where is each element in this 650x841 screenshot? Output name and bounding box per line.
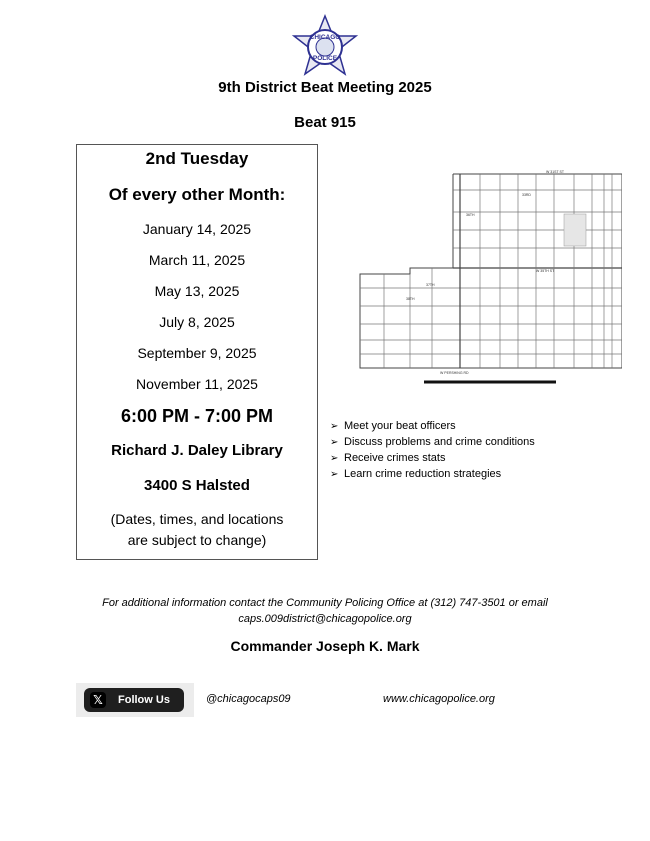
beat-number: Beat 915 <box>294 114 356 131</box>
schedule-heading-day: 2nd Tuesday <box>145 149 249 168</box>
follow-us-label: Follow Us <box>118 694 170 706</box>
meeting-purposes-list <box>330 418 630 482</box>
social-handle[interactable]: @chicagocaps09 <box>206 693 291 705</box>
schedule-disclaimer-line2: are subject to change) <box>127 532 267 548</box>
badge-bottom-text: POLICE <box>312 55 338 62</box>
commander-name: Commander Joseph K. Mark <box>230 638 420 654</box>
svg-text:38TH: 38TH <box>406 297 415 301</box>
list-item-text: Learn crime reduction strategies <box>344 468 502 480</box>
beat-boundary-map-icon <box>340 168 622 392</box>
meeting-time: 6:00 PM - 7:00 PM <box>120 406 274 426</box>
list-item <box>330 418 630 434</box>
list-item-text: Discuss problems and crime conditions <box>344 436 535 448</box>
meeting-venue: Richard J. Daley Library <box>111 442 283 459</box>
svg-text:W 31ST ST: W 31ST ST <box>546 170 565 174</box>
meeting-address: 3400 S Halsted <box>144 477 250 494</box>
list-item-text: Meet your beat officers <box>344 420 456 432</box>
meeting-date: July 8, 2025 <box>159 314 235 330</box>
badge-top-text: CHICAGO <box>309 34 341 41</box>
schedule-disclaimer-line1: (Dates, times, and locations <box>110 511 284 527</box>
website-link[interactable]: www.chicagopolice.org <box>383 693 495 705</box>
svg-text:33RD: 33RD <box>522 193 531 197</box>
svg-text:37TH: 37TH <box>426 283 435 287</box>
x-logo-icon: 𝕏 <box>90 692 106 708</box>
meeting-date: November 11, 2025 <box>136 376 258 392</box>
svg-text:W 35TH ST: W 35TH ST <box>536 269 555 273</box>
page-title: 9th District Beat Meeting 2025 <box>218 79 432 96</box>
arrow-bullet-icon: ➢ <box>330 453 339 464</box>
meeting-date: March 11, 2025 <box>148 252 246 268</box>
meeting-date: January 14, 2025 <box>142 221 252 237</box>
arrow-bullet-icon: ➢ <box>330 437 339 448</box>
list-item <box>330 450 630 466</box>
schedule-box <box>76 144 318 560</box>
arrow-bullet-icon: ➢ <box>330 469 339 480</box>
list-item-text: Receive crimes stats <box>344 452 446 464</box>
contact-info <box>60 595 590 627</box>
follow-us-pill[interactable] <box>84 688 184 712</box>
list-item <box>330 434 630 450</box>
meeting-date: September 9, 2025 <box>137 345 257 361</box>
chicago-police-star-badge-icon <box>290 14 360 84</box>
contact-info-line1: For additional information contact the Community Policing Office at (312) 747-3501 or email <box>102 597 548 609</box>
svg-text:W PERSHING RD: W PERSHING RD <box>440 371 469 375</box>
arrow-bullet-icon: ➢ <box>330 421 339 432</box>
schedule-heading-frequency: Of every other Month: <box>108 185 286 204</box>
list-item <box>330 466 630 482</box>
svg-text:36TH: 36TH <box>466 213 475 217</box>
follow-us-button[interactable] <box>76 683 194 717</box>
contact-email: caps.009district@chicagopolice.org <box>238 613 412 625</box>
meeting-date: May 13, 2025 <box>154 283 240 299</box>
